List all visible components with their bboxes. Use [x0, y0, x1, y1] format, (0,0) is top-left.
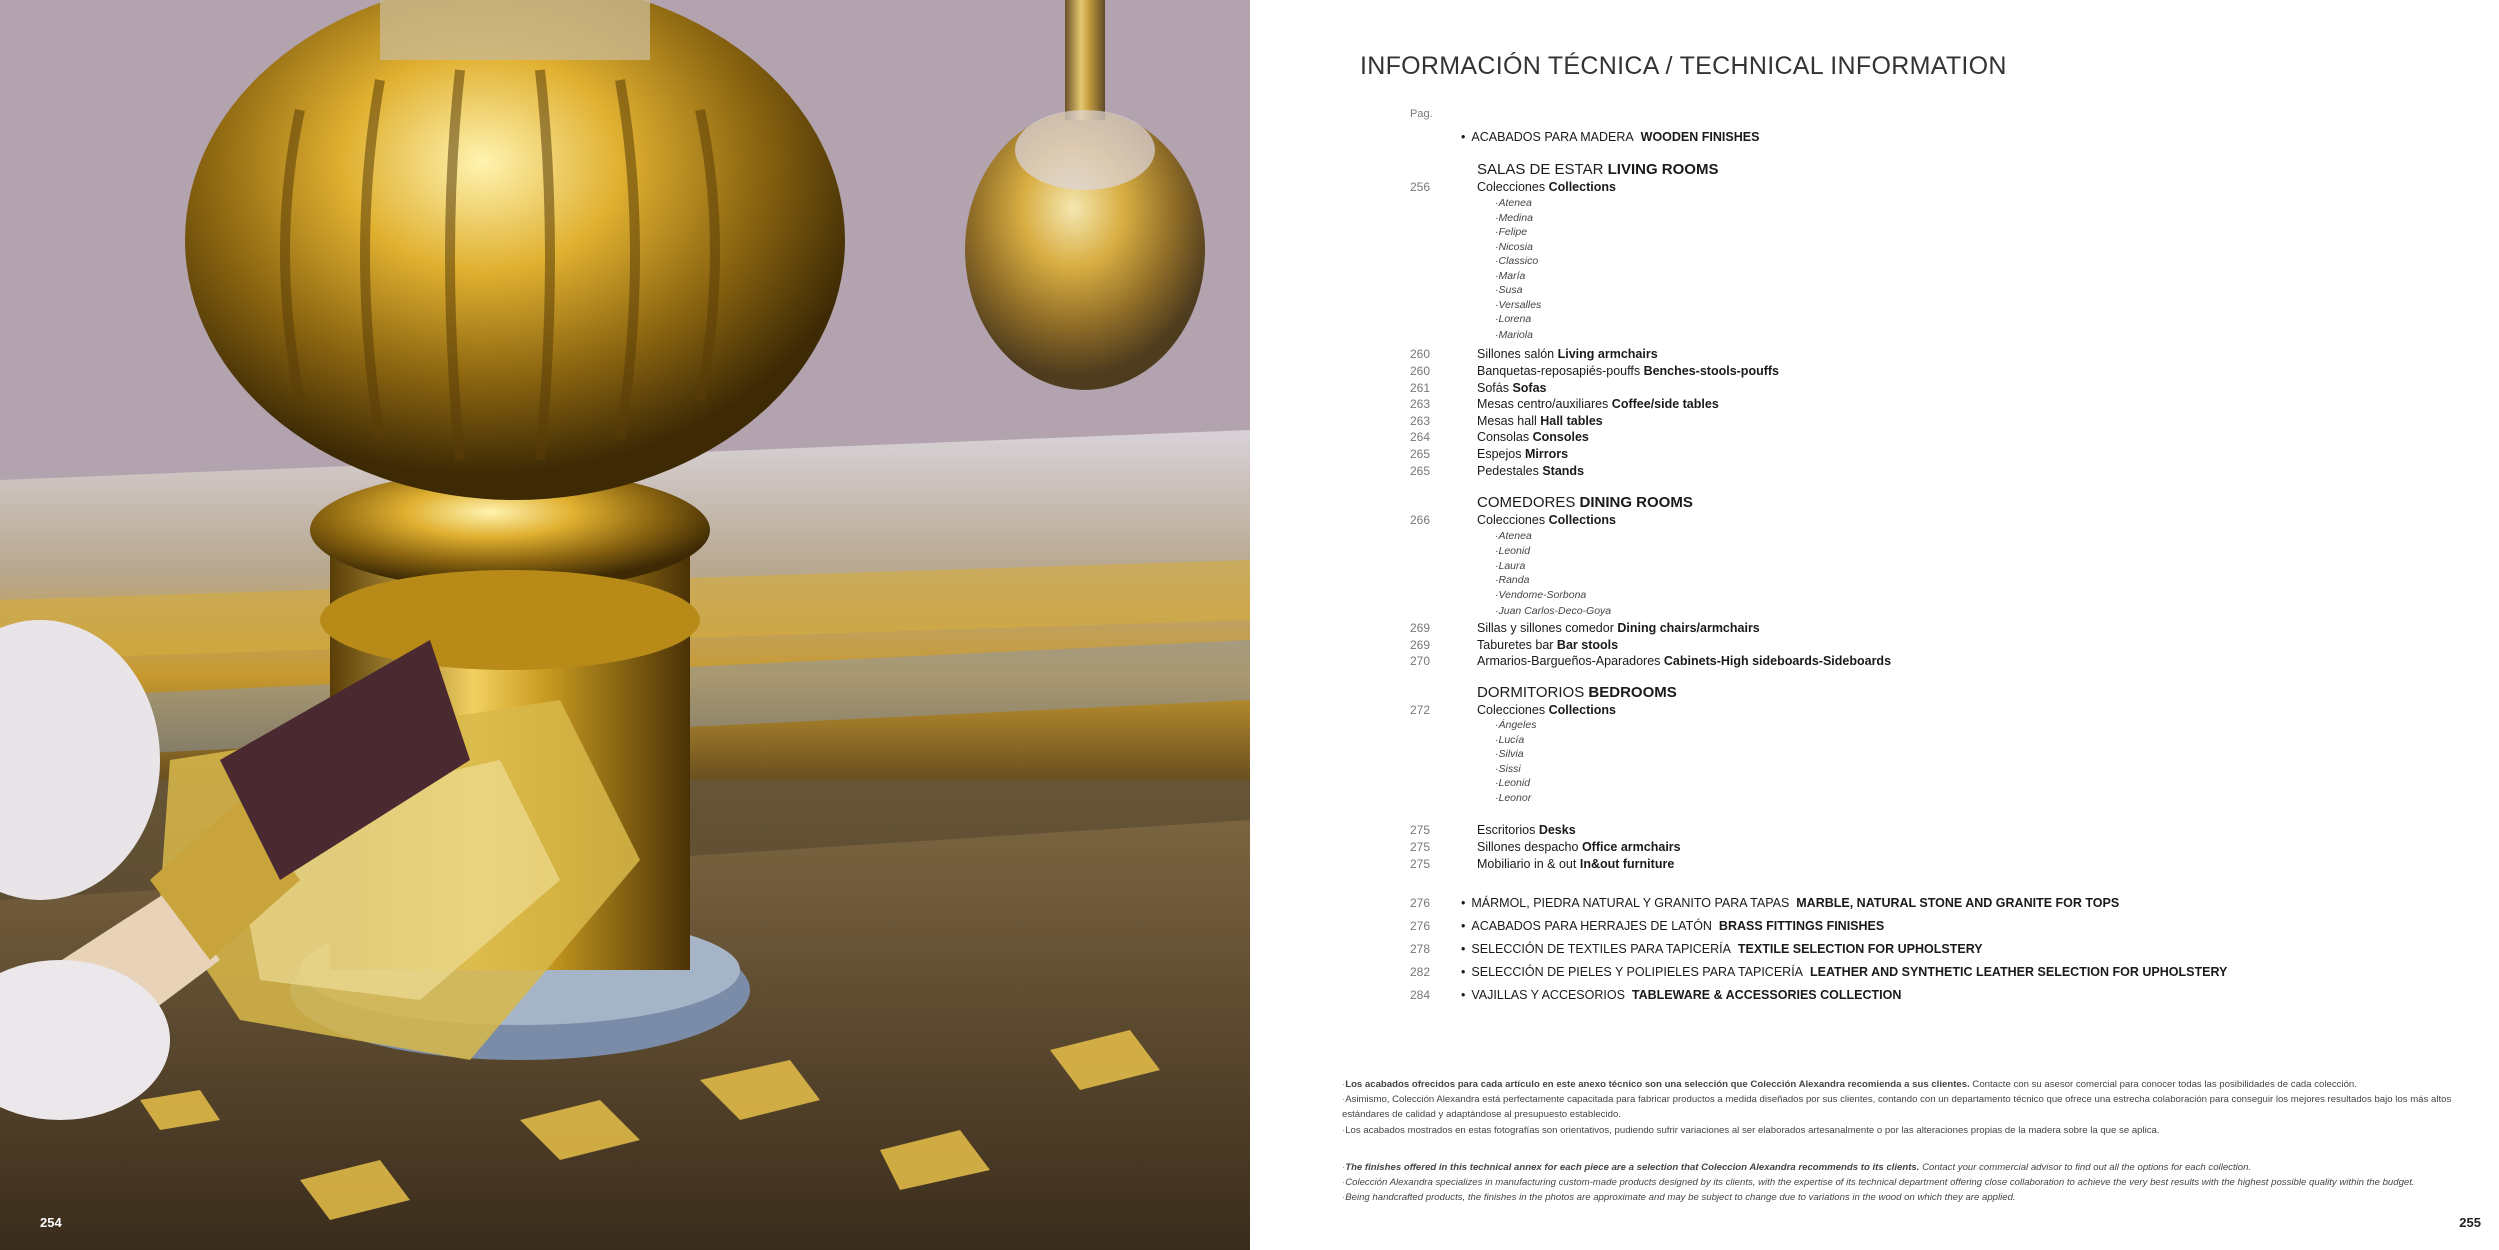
heading-living-rooms: SALAS DE ESTAR LIVING ROOMS — [1477, 161, 1719, 178]
collection-item[interactable]: · Ángeles — [1495, 719, 1536, 731]
collection-item[interactable]: · Vendome-Sorbona — [1495, 589, 1586, 601]
collection-item[interactable]: · Leonid — [1495, 545, 1530, 557]
note-en: · Being handcrafted products, the finishes in the photos are approximate and may be subject to change due to variations in the wood on which they are applied. — [1342, 1190, 2462, 1205]
collection-item[interactable]: · María — [1495, 270, 1525, 282]
collection-item[interactable]: · Medina — [1495, 212, 1533, 224]
collection-item[interactable]: · Nicosia — [1495, 241, 1533, 253]
collection-item[interactable]: · Versalles — [1495, 299, 1541, 311]
collection-item[interactable]: · Leonor — [1495, 792, 1531, 804]
collection-item[interactable]: · Silvia — [1495, 748, 1524, 760]
technical-info-page: INFORMACIÓN TÉCNICA / TECHNICAL INFORMATION Pag. • ACABADOS PARA MADERA WOODEN FINISHES SALAS DE ESTAR LIVING ROOMS 256 Colecciones Collections · Atenea · Medina · Felipe · Nicosia · Classico · María · Susa · Versalles · Lorena · Mariola 260 Sillones salón Living armchairs 260 Banquetas-reposapiés-pouffs Benches-stools-pouffs 261 Sofás Sofas 263 Mesas centro/auxiliares Coffee/side tables 263 Mesas hall Hall tables 264 Consolas Consoles 265 Espejos Mirrors 265 Pedestales Stands COMEDORES DINING ROOMS 266 Colecciones Collections · Atenea · Leonid · Laura · Randa · Vendome-Sorbona · Juan Carlos-Deco-Goya 269 Sillas y sillones comedor Dining chairs/armchairs 269 Taburetes bar Bar stools 270 Armarios-Bargueños-Aparadores Cabinets-High sideboards-Sideboards DORMITORIOS BEDROOMS 272 Colecciones Collections · Ángeles · Lucía · Silvia · Sissi · Leonid · Leonor 275 Escritorios Desks 275 Sillones despacho Office armchairs 275 Mobiliario in & out In&out furniture 276 • MÁRMOL, PIEDRA NATURAL Y GRANITO PARA TAPAS MARBLE, NATURAL STONE AND GRANITE FOR TOPS 276 • ACABADOS PARA HERRAJES DE LATÓN BRASS FITTINGS FINISHES 278 • SELECCIÓN DE TEXTILES PARA TAPICERÍA TEXTILE SELECTION FOR UPHOLSTERY 282 • SELECCIÓN DE PIELES Y POLIPIELES PARA TAPICERÍA LEATHER AND SYNTHETIC LEATHER SELECTION FOR UPHOLSTERY 284 • VAJILLAS Y ACCESORIOS TABLEWARE & ACCESSORIES COLLECTION · Los acabados ofrecidos para cada artículo en este anexo técnico son una selección que Colección Alexandra recomienda a sus clientes. Contacte con su asesor comercial para conocer todas las posibilidades de cada colección. · Asimismo, Colección Alexandra está perfectamente capacitada para fabricar productos a medida diseñados por sus clientes, contando con un departamento técnico que ofrece una estrecha colaboración para conseguir los mejores resultados bajo los más altos estándares de calidad y adaptándose al presupuesto establecido. · Los acabados mostrados en estas fotografías son orientativos, pudiendo sufrir variaciones al ser elaborados artesanalmente o por las alteraciones propias de la madera sobre la que se aplica. · The finishes offered in this technical annex for each piece are a selection that Coleccion Alexandra recommends to its clients. Contact your commercial advisor to find out all the options for each collection. · Colección Alexandra specializes in manufacturing custom-made products designed by its clients, with the expertise of its technical department offering close collaboration to achieve the very best results with the highest possible quality within the budget. · Being handcrafted products, the finishes in the photos are approximate and may be subject to change due to variations in the wood on which they are applied. 255 — [1250, 0, 2499, 1250]
note-es: · Los acabados ofrecidos para cada artículo en este anexo técnico son una selección que Colección Alexandra recomienda a sus clientes. Contacte con su asesor comercial para conocer todas las posibilidades de cada colección. — [1342, 1077, 2462, 1092]
collection-item[interactable]: · Randa — [1495, 574, 1529, 586]
collection-item[interactable]: · Laura — [1495, 560, 1525, 572]
collection-item[interactable]: · Susa — [1495, 284, 1522, 296]
heading-bedrooms: DORMITORIOS BEDROOMS — [1477, 684, 1677, 701]
page-number-right: 255 — [2459, 1215, 2481, 1230]
pag-label: Pag. — [1410, 108, 1433, 120]
collection-item[interactable]: · Lucía — [1495, 734, 1524, 746]
page-title: INFORMACIÓN TÉCNICA / TECHNICAL INFORMATION — [1360, 52, 2007, 80]
collection-item[interactable]: · Atenea — [1495, 197, 1532, 209]
collection-item[interactable]: · Sissi — [1495, 763, 1521, 775]
collection-item[interactable]: · Felipe — [1495, 226, 1527, 238]
collection-item[interactable]: · Leonid — [1495, 777, 1530, 789]
collection-item[interactable]: · Classico — [1495, 255, 1538, 267]
note-en: · The finishes offered in this technical annex for each piece are a selection that Coleccion Alexandra recommends to its clients. Contact your commercial advisor to find out all the options for each collection. — [1342, 1160, 2462, 1175]
page-number-left: 254 — [40, 1215, 62, 1230]
footnotes — [1342, 1077, 2462, 1205]
note-es: · Los acabados mostrados en estas fotografías son orientativos, pudiendo sufrir variaciones al ser elaborados artesanalmente o por las alteraciones propias de la madera sobre la que se aplica. — [1342, 1123, 2462, 1138]
collection-item[interactable]: · Juan Carlos-Deco-Goya — [1495, 605, 1611, 617]
collection-item[interactable]: · Lorena — [1495, 313, 1531, 325]
note-en: · Colección Alexandra specializes in manufacturing custom-made products designed by its clients, with the expertise of its technical department offering close collaboration to achieve the very best results with the highest possible quality within the budget. — [1342, 1175, 2462, 1190]
collection-item[interactable]: · Mariola — [1495, 329, 1533, 341]
heading-dining-rooms: COMEDORES DINING ROOMS — [1477, 494, 1693, 511]
collection-item[interactable]: · Atenea — [1495, 530, 1532, 542]
note-es: · Asimismo, Colección Alexandra está perfectamente capacitada para fabricar productos a medida diseñados por sus clientes, contando con un departamento técnico que ofrece una estrecha colaboración para conseguir los mejores resultados bajo los más altos estándares de calidad y adaptándose al presupuesto establecido. — [1342, 1092, 2462, 1122]
